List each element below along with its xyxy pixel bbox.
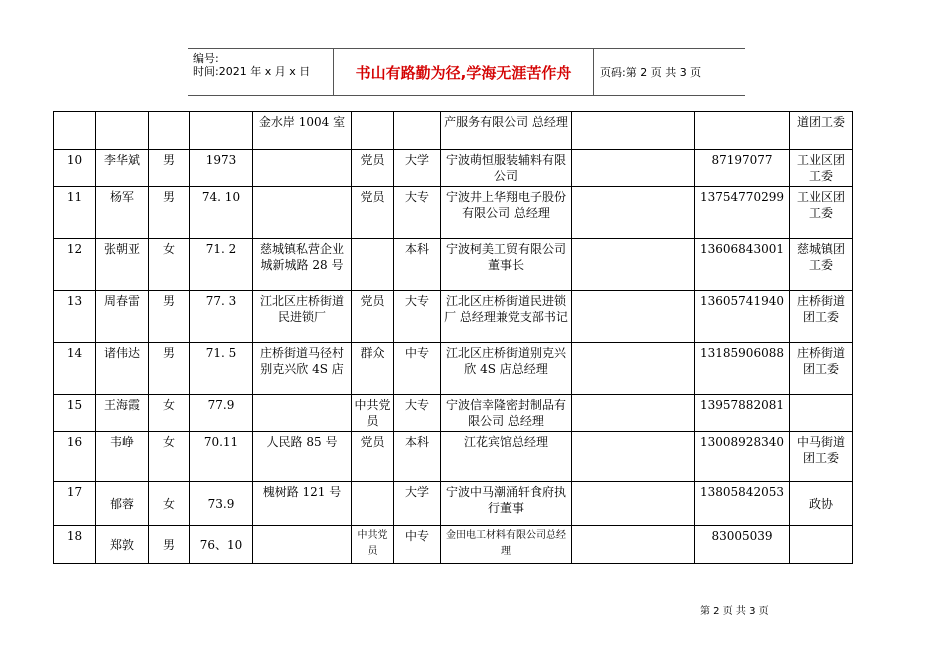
cell-birth: 71. 2 xyxy=(190,239,253,291)
cell-sex xyxy=(149,112,190,150)
cell-edu: 大学 xyxy=(394,150,441,187)
code-label: 编号: xyxy=(193,52,219,65)
table-row xyxy=(54,432,853,482)
cell-name: 诸伟达 xyxy=(96,343,149,395)
cell-unit: 庄桥街道团工委 xyxy=(790,291,853,343)
cell-blank xyxy=(572,343,695,395)
cell-blank xyxy=(572,526,695,564)
cell-addr xyxy=(253,526,352,564)
cell-blank xyxy=(572,150,695,187)
cell-org: 宁波萌恒服装辅料有限公司 xyxy=(441,150,572,187)
cell-addr: 慈城镇私营企业城新城路 28 号 xyxy=(253,239,352,291)
cell-addr xyxy=(253,150,352,187)
page-header xyxy=(188,48,745,96)
cell-party: 党员 xyxy=(352,187,394,239)
cell-org: 宁波井上华翔电子股份有限公司 总经理 xyxy=(441,187,572,239)
cell-sex: 女 xyxy=(149,395,190,432)
cell-birth: 76、10 xyxy=(190,526,253,564)
cell-tel: 13805842053 xyxy=(695,482,790,526)
cell-tel: 13008928340 xyxy=(695,432,790,482)
cell-tel: 13605741940 xyxy=(695,291,790,343)
cell-addr: 庄桥街道马径村别克兴欣 4S 店 xyxy=(253,343,352,395)
cell-edu: 中专 xyxy=(394,343,441,395)
cell-party: 党员 xyxy=(352,432,394,482)
cell-party: 群众 xyxy=(352,343,394,395)
cell-org: 产服务有限公司 总经理 xyxy=(441,112,572,150)
cell-no: 10 xyxy=(54,150,96,187)
table-row xyxy=(54,395,853,432)
cell-unit: 政协 xyxy=(790,482,853,526)
table-row xyxy=(54,343,853,395)
cell-name: 韦峥 xyxy=(96,432,149,482)
cell-sex: 男 xyxy=(149,526,190,564)
cell-addr: 槐树路 121 号 xyxy=(253,482,352,526)
cell-org: 宁波柯美工贸有限公司董事长 xyxy=(441,239,572,291)
cell-unit: 工业区团工委 xyxy=(790,187,853,239)
cell-name: 杨军 xyxy=(96,187,149,239)
cell-org: 江花宾馆总经理 xyxy=(441,432,572,482)
cell-birth: 77.9 xyxy=(190,395,253,432)
cell-unit xyxy=(790,395,853,432)
cell-tel: 13957882081 xyxy=(695,395,790,432)
cell-tel: 83005039 xyxy=(695,526,790,564)
cell-no: 13 xyxy=(54,291,96,343)
cell-no: 16 xyxy=(54,432,96,482)
cell-sex: 男 xyxy=(149,343,190,395)
cell-tel: 87197077 xyxy=(695,150,790,187)
cell-birth xyxy=(190,112,253,150)
cell-blank xyxy=(572,291,695,343)
cell-unit: 道团工委 xyxy=(790,112,853,150)
cell-unit: 庄桥街道团工委 xyxy=(790,343,853,395)
table-row xyxy=(54,526,853,564)
cell-no: 14 xyxy=(54,343,96,395)
cell-name: 张朝亚 xyxy=(96,239,149,291)
cell-addr xyxy=(253,395,352,432)
roster-table xyxy=(53,111,853,564)
table-row xyxy=(54,482,853,526)
cell-birth: 73.9 xyxy=(190,482,253,526)
cell-addr: 江北区庄桥街道民进锁厂 xyxy=(253,291,352,343)
cell-name: 周春雷 xyxy=(96,291,149,343)
cell-birth: 77. 3 xyxy=(190,291,253,343)
cell-sex: 女 xyxy=(149,482,190,526)
cell-edu: 本科 xyxy=(394,239,441,291)
cell-org: 江北区庄桥街道别克兴欣 4S 店总经理 xyxy=(441,343,572,395)
cell-no: 18 xyxy=(54,526,96,564)
cell-addr: 人民路 85 号 xyxy=(253,432,352,482)
cell-sex: 女 xyxy=(149,432,190,482)
table-row xyxy=(54,187,853,239)
cell-edu: 本科 xyxy=(394,432,441,482)
time-label: 时间:2021 年 x 月 x 日 xyxy=(193,65,311,78)
cell-org: 宁波信幸隆密封制品有限公司 总经理 xyxy=(441,395,572,432)
cell-name xyxy=(96,112,149,150)
cell-sex: 男 xyxy=(149,150,190,187)
cell-party xyxy=(352,482,394,526)
cell-birth: 1973 xyxy=(190,150,253,187)
cell-blank xyxy=(572,432,695,482)
table-row xyxy=(54,112,853,150)
cell-birth: 74. 10 xyxy=(190,187,253,239)
cell-org: 宁波中马潮涌轩食府执行董事 xyxy=(441,482,572,526)
cell-edu: 大专 xyxy=(394,291,441,343)
cell-sex: 女 xyxy=(149,239,190,291)
cell-blank xyxy=(572,112,695,150)
cell-name: 郑敦 xyxy=(96,526,149,564)
cell-tel: 13606843001 xyxy=(695,239,790,291)
cell-tel xyxy=(695,112,790,150)
cell-party: 党员 xyxy=(352,150,394,187)
cell-edu: 大专 xyxy=(394,395,441,432)
cell-edu: 中专 xyxy=(394,526,441,564)
cell-tel: 13185906088 xyxy=(695,343,790,395)
cell-addr: 金水岸 1004 室 xyxy=(253,112,352,150)
header-page-number: 页码:第 2 页 共 3 页 xyxy=(600,66,702,79)
cell-party xyxy=(352,239,394,291)
cell-tel: 13754770299 xyxy=(695,187,790,239)
cell-edu xyxy=(394,112,441,150)
page-footer: 第 2 页 共 3 页 xyxy=(700,606,769,617)
cell-edu: 大专 xyxy=(394,187,441,239)
cell-blank xyxy=(572,482,695,526)
cell-name: 李华斌 xyxy=(96,150,149,187)
cell-blank xyxy=(572,239,695,291)
cell-unit: 慈城镇团工委 xyxy=(790,239,853,291)
cell-edu: 大学 xyxy=(394,482,441,526)
cell-no: 12 xyxy=(54,239,96,291)
cell-name: 郁蓉 xyxy=(96,482,149,526)
cell-sex: 男 xyxy=(149,187,190,239)
cell-org: 江北区庄桥街道民进锁厂 总经理兼党支部书记 xyxy=(441,291,572,343)
cell-sex: 男 xyxy=(149,291,190,343)
cell-no: 17 xyxy=(54,482,96,526)
cell-blank xyxy=(572,187,695,239)
cell-party: 中共党员 xyxy=(352,395,394,432)
cell-addr xyxy=(253,187,352,239)
cell-no: 15 xyxy=(54,395,96,432)
cell-party: 中共党员 xyxy=(352,526,394,564)
cell-name: 王海霞 xyxy=(96,395,149,432)
cell-unit: 中马街道团工委 xyxy=(790,432,853,482)
cell-blank xyxy=(572,395,695,432)
cell-no: 11 xyxy=(54,187,96,239)
header-motto: 书山有路勤为径,学海无涯苦作舟 xyxy=(334,49,594,95)
cell-birth: 71. 5 xyxy=(190,343,253,395)
table-row xyxy=(54,150,853,187)
cell-no xyxy=(54,112,96,150)
cell-party: 党员 xyxy=(352,291,394,343)
header-meta xyxy=(188,49,334,95)
table-row xyxy=(54,291,853,343)
cell-unit xyxy=(790,526,853,564)
cell-unit: 工业区团工委 xyxy=(790,150,853,187)
cell-org: 金田电工材料有限公司总经理 xyxy=(441,526,572,564)
cell-party xyxy=(352,112,394,150)
table-row xyxy=(54,239,853,291)
cell-birth: 70.11 xyxy=(190,432,253,482)
